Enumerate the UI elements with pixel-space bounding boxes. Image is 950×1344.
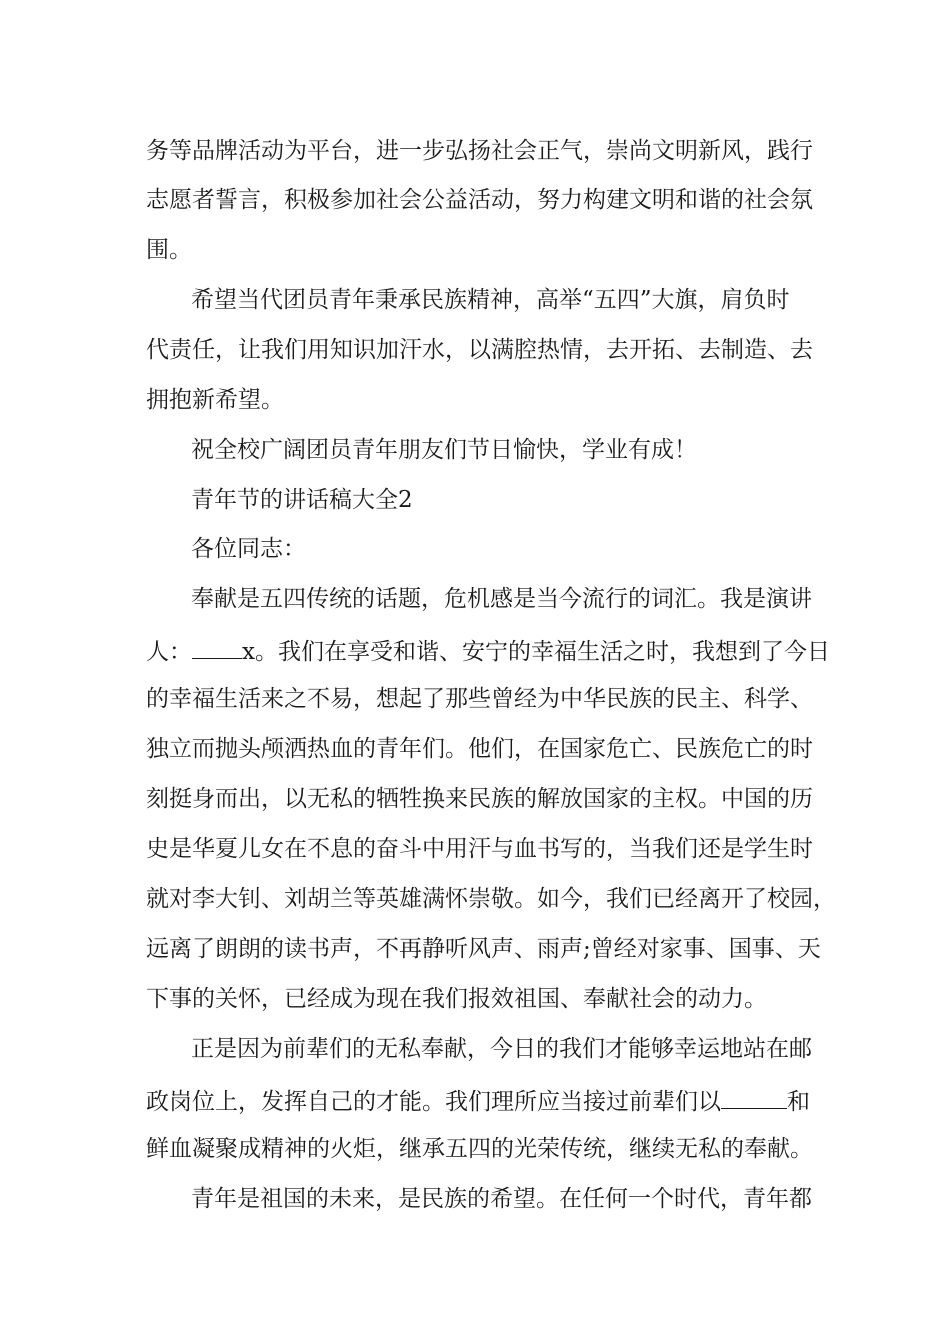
fill-in-blank bbox=[192, 638, 242, 659]
paragraph-2-line-2: 代责任，让我们用知识加汗水，以满腔热情，去开拓、去制造、去 bbox=[146, 337, 813, 363]
paragraph-1-line-1: 务等品牌活动为平台，进一步弘扬社会正气，崇尚文明新风，践行 bbox=[146, 138, 813, 164]
paragraph-4-line-8: 远离了朗朗的读书声，不再静听风声、雨声;曾经对家事、国事、天 bbox=[146, 936, 821, 962]
paragraph-4-line-2-start: 人： bbox=[146, 639, 192, 665]
paragraph-4-line-2-end: x。我们在享受和谐、安宁的幸福生活之时，我想到了今日 bbox=[242, 639, 830, 665]
paragraph-5-line-3: 鲜血凝聚成精神的火炬，继承五四的光荣传统，继续无私的奉献。 bbox=[146, 1136, 813, 1162]
fill-in-blank bbox=[721, 1088, 787, 1109]
paragraph-4-line-1: 奉献是五四传统的话题，危机感是当今流行的词汇。我是演讲 bbox=[191, 586, 812, 612]
section-heading: 青年节的讲话稿大全2 bbox=[191, 487, 413, 513]
paragraph-4-line-5: 刻挺身而出，以无私的牺牲换来民族的解放国家的主权。中国的历 bbox=[146, 786, 813, 812]
paragraph-6-line-1: 青年是祖国的未来，是民族的希望。在任何一个时代，青年都 bbox=[191, 1186, 812, 1212]
paragraph-4-line-9: 下事的关怀，已经成为现在我们报效祖国、奉献社会的动力。 bbox=[146, 986, 767, 1012]
paragraph-3-line-1: 祝全校广阔团员青年朋友们节日愉快，学业有成！ bbox=[191, 437, 697, 463]
paragraph-4-line-6: 史是华夏儿女在不息的奋斗中用汗与血书写的，当我们还是学生时 bbox=[146, 836, 813, 862]
paragraph-5-line-2 bbox=[146, 1088, 810, 1114]
paragraph-1-line-3: 围。 bbox=[146, 237, 192, 263]
paragraph-4-line-2 bbox=[146, 638, 830, 664]
paragraph-4-line-4: 独立而抛头颅洒热血的青年们。他们，在国家危亡、民族危亡的时 bbox=[146, 736, 813, 762]
paragraph-4-line-7: 就对李大钊、刘胡兰等英雄满怀崇敬。如今，我们已经离开了校园， bbox=[146, 886, 836, 912]
paragraph-5-line-2-start: 政岗位上，发挥自己的才能。我们理所应当接过前辈们以 bbox=[146, 1089, 721, 1115]
paragraph-2-line-1: 希望当代团员青年秉承民族精神，高举“五四”大旗，肩负时 bbox=[191, 287, 790, 313]
paragraph-1-line-2: 志愿者誓言，积极参加社会公益活动，努力构建文明和谐的社会氛 bbox=[146, 187, 813, 213]
greeting: 各位同志： bbox=[191, 536, 306, 562]
paragraph-2-line-3: 拥抱新希望。 bbox=[146, 387, 284, 413]
paragraph-5-line-2-end: 和 bbox=[787, 1089, 810, 1115]
paragraph-4-line-3: 的幸福生活来之不易，想起了那些曾经为中华民族的民主、科学、 bbox=[146, 686, 813, 712]
paragraph-5-line-1: 正是因为前辈们的无私奉献，今日的我们才能够幸运地站在邮 bbox=[191, 1036, 812, 1062]
